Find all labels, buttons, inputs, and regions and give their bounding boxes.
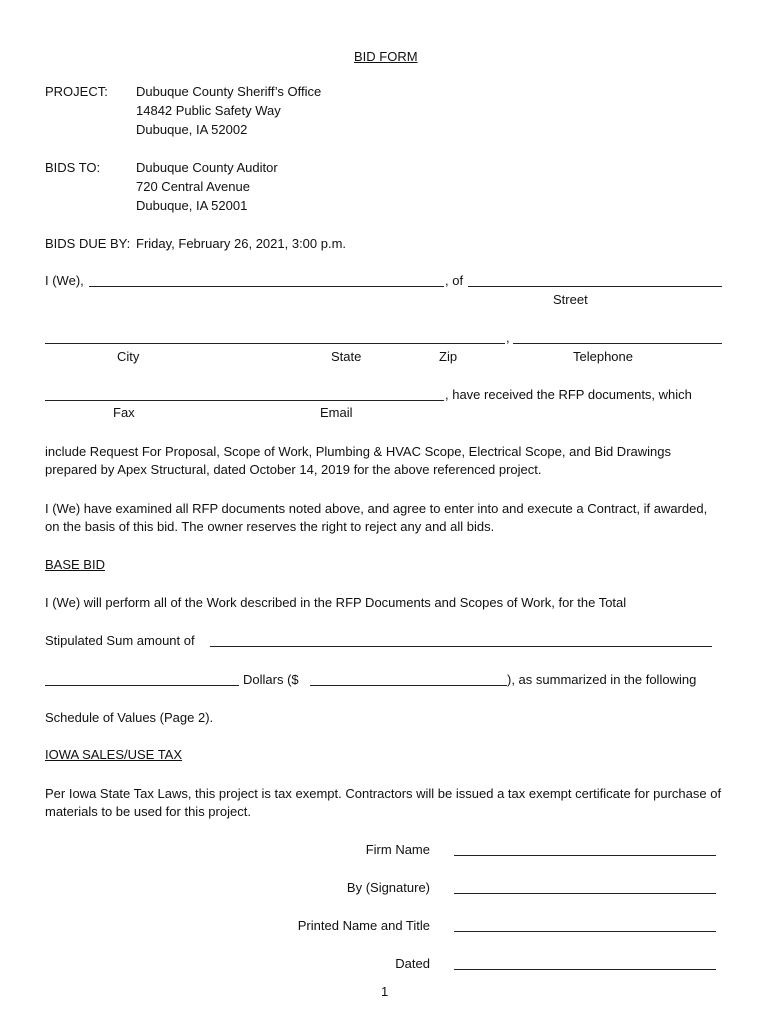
page-number: 1 — [381, 984, 389, 999]
city-caption: City — [117, 349, 140, 364]
firm-name-label: Firm Name — [365, 842, 430, 857]
email-caption: Email — [320, 405, 353, 420]
dollars-amount-blank[interactable] — [310, 685, 507, 686]
bids-to-label: BIDS TO: — [45, 160, 101, 175]
state-caption: State — [331, 349, 362, 364]
street-caption: Street — [553, 292, 588, 307]
project-line-1: Dubuque County Sheriff’s Office — [136, 84, 322, 99]
bids-to-line-1: Dubuque County Auditor — [136, 160, 278, 175]
base-bid-line-1: I (We) will perform all of the Work described in the RFP Documents and Scopes of Work, for the Total — [45, 595, 627, 610]
bids-due-value: Friday, February 26, 2021, 3:00 p.m. — [136, 236, 347, 251]
printed-name-title-label: Printed Name and Title — [297, 918, 430, 933]
dated-label: Dated — [395, 956, 430, 971]
project-line-3: Dubuque, IA 52002 — [136, 122, 248, 137]
signature-label: By (Signature) — [346, 880, 430, 895]
bids-to-line-3: Dubuque, IA 52001 — [136, 198, 248, 213]
bids-to-line-2: 720 Central Avenue — [136, 179, 250, 194]
bidder-name-blank[interactable] — [89, 286, 444, 287]
fax-caption: Fax — [113, 405, 135, 420]
project-line-2: 14842 Public Safety Way — [136, 103, 281, 118]
fax-email-blank[interactable] — [45, 400, 444, 401]
base-bid-heading: BASE BID — [45, 557, 105, 572]
stipulated-sum-label: Stipulated Sum amount of — [45, 633, 195, 648]
stipulated-sum-words-blank[interactable] — [210, 646, 712, 647]
dated-blank[interactable] — [454, 969, 716, 970]
telephone-blank[interactable] — [513, 343, 722, 344]
zip-caption: Zip — [439, 349, 458, 364]
comma-separator: , — [506, 330, 510, 345]
tax-heading: IOWA SALES/USE TAX — [45, 747, 183, 762]
bids-due-label: BIDS DUE BY: — [45, 236, 131, 251]
of-label: , of — [445, 273, 464, 288]
page-title: BID FORM — [354, 49, 418, 64]
firm-name-blank[interactable] — [454, 855, 716, 856]
schedule-of-values-text: Schedule of Values (Page 2). — [45, 710, 214, 725]
city-state-zip-blank[interactable] — [45, 343, 505, 344]
documents-paragraph: include Request For Proposal, Scope of Work, Plumbing & HVAC Scope, Electrical Scope, and Bid Drawings prepared by Apex Structural, dated October 14, 2019 for the above referenced project. — [45, 444, 671, 477]
printed-name-title-blank[interactable] — [454, 931, 716, 932]
project-label: PROJECT: — [45, 84, 108, 99]
signature-blank[interactable] — [454, 893, 716, 894]
dollars-label: Dollars ($ — [243, 672, 299, 687]
tax-paragraph: Per Iowa State Tax Laws, this project is tax exempt. Contractors will be issued a tax exempt certificate for purchase of materials to be used for this project. — [45, 786, 722, 819]
examined-paragraph: I (We) have examined all RFP documents noted above, and agree to enter into and execute a Contract, if awarded, on the basis of this bid. The owner reserves the right to reject any and all bids. — [45, 501, 708, 534]
we-label: I (We), — [45, 273, 84, 288]
street-blank[interactable] — [468, 286, 722, 287]
dollars-words-blank[interactable] — [45, 685, 239, 686]
received-text: , have received the RFP documents, which — [445, 387, 692, 402]
telephone-caption: Telephone — [573, 349, 633, 364]
summarized-text: ), as summarized in the following — [507, 672, 697, 687]
